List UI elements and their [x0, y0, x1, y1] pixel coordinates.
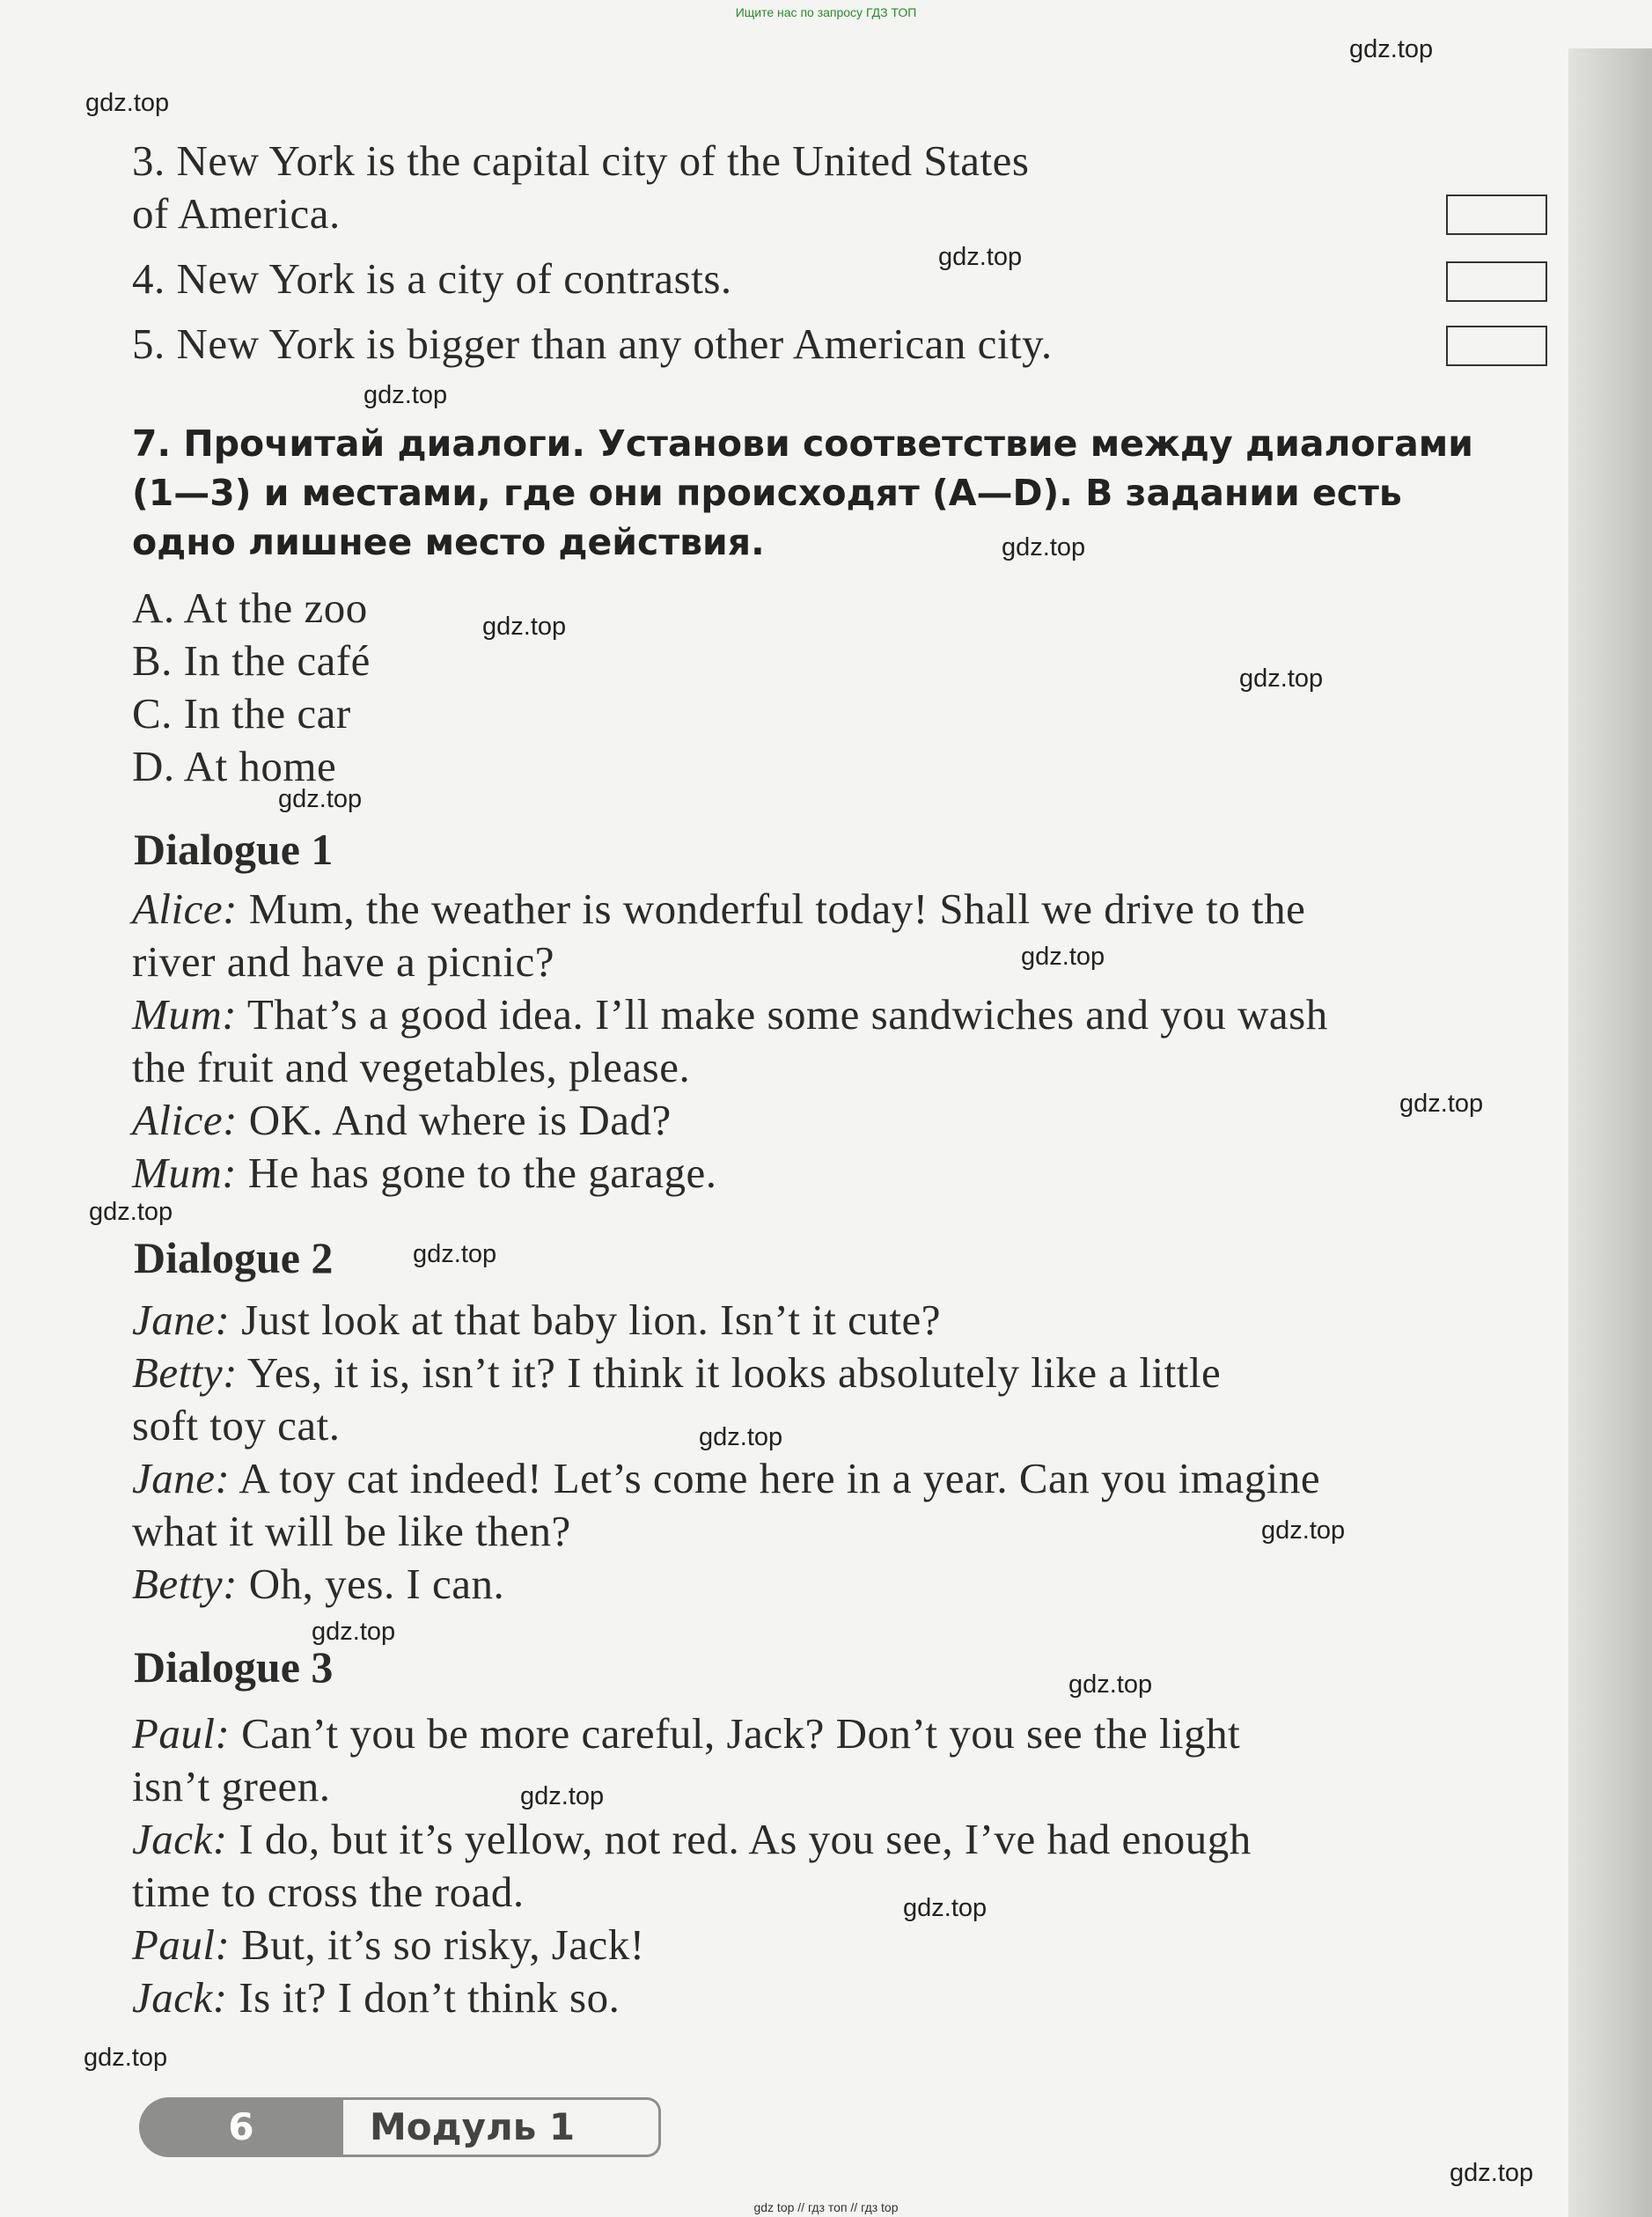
dialogue-line — [132, 1347, 1221, 1399]
module-label: Модуль 1 — [343, 2097, 661, 2157]
speaker: Paul: — [132, 1709, 231, 1758]
watermark: gdz.top — [1450, 2159, 1534, 2187]
utterance: I do, but it’s yellow, not red. As you see, I’ve had enough — [227, 1815, 1252, 1863]
dialogue-line — [132, 1147, 717, 1200]
dialogue-line — [132, 1041, 690, 1094]
dialogue-line — [132, 936, 554, 988]
page-number: 6 — [139, 2097, 343, 2157]
utterance: Mum, the weather is wonderful today! Shall we drive to the — [237, 885, 1306, 933]
search-hint: Ищите нас по запросу ГДЗ ТОП — [735, 5, 917, 19]
statement-5: 5. New York is bigger than any other American city. — [132, 319, 1053, 368]
answer-box-3[interactable] — [1446, 195, 1547, 235]
watermark: gdz.top — [699, 1423, 783, 1451]
speaker: Jack: — [132, 1815, 228, 1863]
watermark: gdz.top — [1399, 1090, 1484, 1118]
speaker: Paul: — [132, 1920, 231, 1969]
watermark: gdz.top — [89, 1198, 173, 1226]
page-footer — [139, 2097, 661, 2157]
utterance: Oh, yes. I can. — [237, 1560, 505, 1608]
dialogue-line — [132, 1813, 1252, 1866]
utterance: OK. And where is Dad? — [237, 1096, 672, 1144]
utterance: A toy cat indeed! Let’s come here in a year. Can you imagine — [230, 1454, 1321, 1502]
speaker: Mum: — [132, 990, 238, 1039]
speaker: Jane: — [132, 1454, 231, 1502]
speaker: Jane: — [132, 1296, 231, 1344]
dialogue-line — [132, 1866, 525, 1919]
utterance: soft toy cat. — [132, 1401, 341, 1450]
statement-3-line-2: of America. — [132, 189, 341, 238]
dialogue-line — [132, 1294, 941, 1347]
watermark: gdz.top — [1002, 533, 1086, 562]
utterance: Just look at that baby lion. Isn’t it cute? — [230, 1296, 942, 1344]
speaker: Betty: — [132, 1560, 238, 1608]
watermark: gdz.top — [1021, 943, 1105, 971]
speaker: Betty: — [132, 1348, 238, 1397]
dialogue-1-title: Dialogue 1 — [134, 825, 334, 874]
dialogue-line — [132, 1399, 340, 1452]
watermark: gdz.top — [1068, 1670, 1153, 1699]
watermark: gdz.top — [278, 785, 363, 813]
dialogue-line — [132, 1971, 620, 2024]
task-7-heading-line-2: (1—3) и местами, где они происходят (A—D). В задании есть — [132, 472, 1402, 514]
utterance: But, it’s so risky, Jack! — [230, 1920, 645, 1969]
dialogue-line — [132, 1558, 504, 1611]
utterance: Can’t you be more careful, Jack? Don’t you see the light — [230, 1709, 1241, 1758]
watermark: gdz.top — [312, 1618, 396, 1646]
watermark: gdz.top — [938, 243, 1023, 271]
watermark: gdz.top — [1349, 35, 1434, 63]
speaker: Alice: — [132, 885, 238, 933]
watermark: gdz.top — [84, 2044, 168, 2072]
dialogue-2-title: Dialogue 2 — [134, 1233, 334, 1282]
dialogue-line — [132, 988, 1328, 1041]
utterance: what it will be like then? — [132, 1507, 571, 1555]
answer-box-4[interactable] — [1446, 261, 1547, 302]
watermark: gdz.top — [903, 1894, 988, 1922]
watermark: gdz.top — [482, 613, 567, 641]
dialogue-line — [132, 1760, 331, 1813]
watermark: gdz.top — [85, 89, 170, 117]
utterance: river and have a picnic? — [132, 937, 554, 986]
place-d: D. At home — [132, 742, 337, 790]
watermark: gdz.top — [363, 381, 448, 409]
place-a: A. At the zoo — [132, 584, 368, 632]
dialogue-3-title: Dialogue 3 — [134, 1642, 334, 1692]
task-7-heading-line-1: 7. Прочитай диалоги. Установи соответствие между диалогами — [132, 422, 1474, 465]
page-gutter-shadow — [1568, 48, 1652, 2217]
utterance: He has gone to the garage. — [237, 1149, 717, 1197]
bottom-note: gdz top // гдз топ // гдз top — [753, 2200, 899, 2214]
place-c: C. In the car — [132, 689, 351, 738]
utterance: Yes, it is, isn’t it? I think it looks absolutely like a little — [237, 1348, 1222, 1397]
answer-box-5[interactable] — [1446, 326, 1547, 366]
speaker: Alice: — [132, 1096, 238, 1144]
watermark: gdz.top — [413, 1240, 497, 1268]
utterance: the fruit and vegetables, please. — [132, 1043, 691, 1091]
statement-3-line-1: 3. New York is the capital city of the United States — [132, 136, 1030, 185]
utterance: isn’t green. — [132, 1762, 331, 1810]
place-b: B. In the café — [132, 636, 371, 685]
dialogue-line — [132, 1094, 672, 1147]
watermark: gdz.top — [520, 1782, 605, 1810]
watermark: gdz.top — [1239, 664, 1324, 693]
dialogue-line — [132, 1707, 1240, 1760]
utterance: That’s a good idea. I’ll make some sandwiches and you wash — [237, 990, 1328, 1039]
watermark: gdz.top — [1261, 1516, 1346, 1545]
speaker: Jack: — [132, 1973, 228, 2022]
statement-4: 4. New York is a city of contrasts. — [132, 254, 732, 303]
task-7-heading-line-3: одно лишнее место действия. — [132, 521, 765, 563]
dialogue-line — [132, 1919, 645, 1971]
speaker: Mum: — [132, 1149, 238, 1197]
dialogue-line — [132, 883, 1305, 936]
utterance: time to cross the road. — [132, 1868, 525, 1916]
dialogue-line — [132, 1505, 571, 1558]
utterance: Is it? I don’t think so. — [227, 1973, 620, 2022]
dialogue-line — [132, 1452, 1320, 1505]
